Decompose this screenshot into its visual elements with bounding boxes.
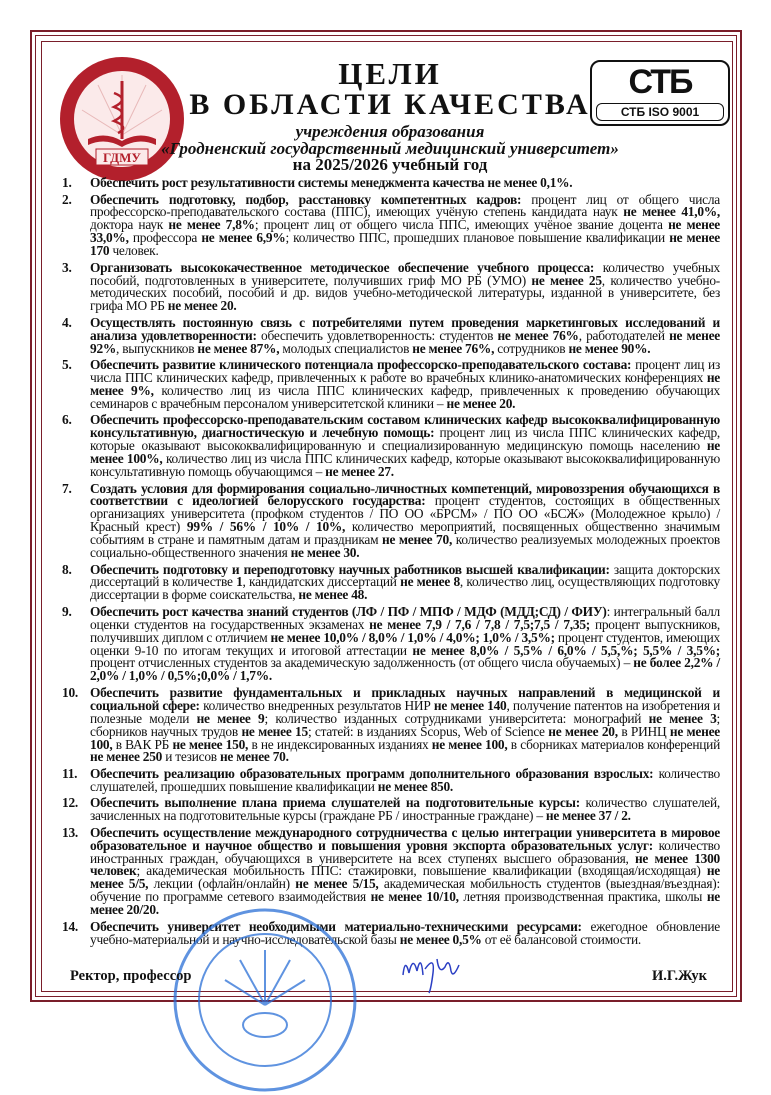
goal-target-bold: не менее 87%,	[197, 340, 280, 356]
goal-text	[90, 824, 720, 918]
goal-text-segment: количество лиц из числа ППС клинических кафедр, которые оказывают высококвалифицированную консультативную помощь обучающимся –	[90, 451, 720, 479]
goal-text	[90, 259, 720, 314]
goal-text-segment: в не индексированных изданиях	[248, 736, 432, 752]
goal-text-segment: человек.	[109, 243, 159, 259]
goal-text-segment: , получение патентов на изобретения и полезные модели	[90, 697, 721, 726]
goal-target-bold: не менее 76%	[497, 327, 579, 343]
goal-text-segment: , количество учебно-методических пособий, пособий и др. видов учебно-методической литературы, изданной в университете, без грифа МО РБ	[90, 272, 720, 314]
goal-target-bold: 99% / 56% / 10% / 10%,	[186, 519, 346, 535]
goal-text-segment: процент лиц из числа ППС клинических кафедр, которые оказывают высококвалифицированную и специализированную медицинскую помощь населению	[90, 425, 720, 454]
signature	[395, 945, 470, 995]
page-title-line2: В ОБЛАСТИ КАЧЕСТВА	[189, 88, 591, 121]
goal-item	[62, 824, 720, 918]
goal-text	[90, 765, 720, 794]
stb-label: СТБ ISO 9001	[596, 103, 724, 121]
goal-item	[62, 480, 720, 561]
goal-text-segment: количество учебных пособий, подготовленных в университете, получивших гриф МО РБ (УМО)	[90, 259, 720, 288]
goal-target-bold: Обеспечить осуществление международного сотрудничества с целью интеграции университета в мировое образовательное и научное общество и повышения уровня экспорта образовательных услуг:	[90, 824, 720, 853]
goal-target-bold: не менее 8	[400, 574, 460, 590]
goal-text	[90, 480, 720, 561]
goal-item	[62, 191, 720, 259]
goal-text-segment: ; академическая мобильность ППС: стажировки, повышение квалификации (входящая/исходящая)	[136, 863, 707, 879]
goal-target-bold: Обеспечить развитие клинического потенциала профессорско-преподавательского состава:	[90, 357, 632, 373]
goal-item	[62, 918, 720, 947]
goal-target-bold: не менее 7,8%	[168, 217, 255, 233]
goal-item	[62, 359, 720, 411]
goal-text-segment: ; количество ППС, прошедших плановое повышение квалификации	[285, 230, 670, 246]
goal-target-bold: Обеспечить реализацию образовательных программ дополнительного образования взрослых:	[90, 765, 654, 781]
goal-text-segment: : интегральный балл оценки студентов на государственных экзаменах	[90, 603, 720, 632]
goal-target-bold: Обеспечить университет необходимыми материально-техническими ресурсами:	[90, 918, 582, 934]
goal-target-bold: не менее 0,5%	[399, 931, 482, 947]
goal-target-bold: не менее 150,	[172, 736, 249, 752]
signatory-name: И.Г.Жук	[652, 968, 707, 984]
goal-target-bold: не менее 37 / 2.	[545, 808, 631, 824]
academic-year: на 2025/2026 учебный год	[292, 155, 488, 174]
official-stamp	[170, 905, 360, 1095]
goal-target-bold: Обеспечить рост качества знаний студентов (ЛФ / ПФ / МПФ / МДФ (МДД;СД) / ФИУ)	[90, 603, 607, 619]
goal-text-segment: , кандидатских диссертаций	[242, 574, 401, 590]
goals-list	[62, 177, 720, 950]
goal-target-bold: Обеспечить выполнение плана приема слушателей на подготовительные курсы:	[90, 795, 580, 811]
goal-target-bold: Организовать высококачественное методическое обеспечение учебного процесса:	[90, 259, 595, 275]
goal-number: 5.	[62, 357, 72, 373]
goal-target-bold: не менее 92%	[90, 327, 720, 356]
goal-text-segment: количество слушателей, прошедших повышение квалификации	[90, 765, 720, 794]
goal-text-segment: молодых специалистов	[279, 340, 413, 356]
goal-item	[62, 797, 720, 823]
goal-text-segment: защита докторских диссертаций в количестве	[90, 561, 721, 590]
goal-text-segment: летняя производственная практика, школы	[458, 889, 707, 905]
goal-text-segment: процент отчисленных студентов за академическую задолженность (от общего числа обучаемых) –	[90, 655, 634, 671]
goal-item	[62, 177, 720, 190]
goal-target-bold: Осуществлять постоянную связь с потребителями путем проведения маркетинговых исследований и анализа удовлетворенности:	[90, 314, 720, 343]
goal-target-bold: не менее 3	[648, 710, 717, 726]
goal-target-bold: не менее 15	[241, 723, 308, 739]
goal-target-bold: Создать условия для формирования социально-личностных компетенций, мировоззрения обучающихся в соответствии с идеологией белорусского государства:	[90, 480, 720, 509]
goal-target-bold: не менее 170	[90, 230, 720, 259]
goal-text	[90, 314, 720, 356]
goal-text-segment: процент студентов, состоящих в общественных организациях университета (профком студентов / ПО ОО «БРСМ» / ПО ОО «БСЖ» (Молодежное крыло) / Красный крест)	[90, 493, 720, 535]
goal-target-bold: не менее 20,	[548, 723, 618, 739]
goal-text-segment: доктора наук	[90, 217, 169, 233]
goal-number: 13.	[62, 824, 78, 840]
goal-text-segment: ; количество изданных сотрудниками университета: монографий	[264, 710, 649, 726]
goal-target-bold: Обеспечить развитие фундаментальных и прикладных научных направлений в медицинской и социальной сфере:	[90, 684, 720, 713]
goal-number: 12.	[62, 795, 78, 811]
goal-text	[90, 191, 720, 259]
page-title: ЦЕЛИ	[338, 56, 442, 91]
goal-target-bold: не менее 10/10,	[370, 889, 459, 905]
goal-text-segment: ежегодное обновление учебно-материальной и научно-исследовательской базы	[90, 918, 720, 947]
goal-target-bold: Обеспечить рост результативности системы менеджмента качества не менее 0,1%.	[90, 175, 573, 190]
goal-target-bold: не менее 5/15,	[295, 876, 379, 892]
goal-item	[62, 561, 721, 603]
goal-target-bold: не менее 20.	[446, 395, 516, 411]
goal-number: 9.	[62, 603, 72, 619]
goal-text-segment: процент лиц от общего числа профессорско-преподавательского состава (ППС), имеющих учёную степень кандидата наук	[90, 191, 720, 220]
goal-text-segment: сотрудников	[494, 340, 569, 356]
goal-text-segment: обеспечить удовлетворенность: студентов	[256, 327, 498, 343]
goal-target-bold: не менее 9%,	[90, 370, 720, 398]
stb-iso-certification-mark	[590, 60, 730, 126]
goal-text-segment: процент лиц из числа ППС клинических кафедр, привлеченных к работе во врачебных клинико-анатомических конференциях	[90, 357, 720, 386]
goal-target-bold: не менее 100,	[90, 723, 720, 752]
goal-text-segment: процент студентов, имеющих оценки 9-10 по итогам текущих и итоговой аттестации	[90, 629, 720, 658]
goal-target-bold: не менее 140	[433, 697, 507, 713]
goal-target-bold: не менее 20.	[167, 298, 237, 314]
goal-text-segment: ; статей: в изданиях Scopus, Web of Science	[307, 723, 549, 739]
goal-item	[62, 314, 720, 356]
goal-target-bold: не менее 6,9%	[201, 230, 286, 246]
goal-target-bold: не менее 27.	[325, 464, 394, 479]
goal-item	[62, 259, 720, 314]
goal-target-bold: не менее 70.	[219, 749, 289, 765]
goal-target-bold: не менее 7,9 / 7,6 / 7,8 / 7,5;7,5 / 7,35;	[369, 616, 590, 632]
stb-mark: СТБ	[628, 63, 692, 101]
goal-target-bold: не менее 850.	[377, 778, 454, 794]
goal-text-segment: лекции (офлайн/онлайн)	[148, 876, 296, 892]
goal-text	[90, 561, 721, 603]
goal-target-bold: не менее 70,	[382, 532, 453, 548]
signatory-position: Ректор, профессор	[70, 968, 192, 984]
goal-target-bold: не менее 25	[531, 272, 602, 288]
goal-text-segment: количество слушателей, зачисленных на подготовительные курсы (граждане РБ / иностранные граждане) –	[90, 795, 720, 824]
goal-text-segment: в РИНЦ	[617, 723, 670, 739]
goal-text	[90, 603, 721, 684]
goal-item	[62, 765, 720, 794]
goal-item	[62, 603, 721, 684]
goal-target-bold: не менее 9	[196, 710, 265, 726]
goal-number: 6.	[62, 412, 72, 428]
goal-target-bold: не менее 30.	[290, 545, 360, 561]
goal-target-bold: не менее 41,0%,	[623, 204, 720, 220]
goal-text	[90, 797, 720, 823]
goal-number: 4.	[62, 314, 72, 330]
goal-target-bold: не менее 100%,	[90, 438, 720, 467]
goal-target-bold: не менее 48.	[298, 587, 368, 603]
goal-text-segment: количество внедренных результатов НИР	[199, 697, 434, 713]
goal-item	[62, 414, 720, 479]
goal-text-segment: процент выпускников, получивших диплом с отличием	[90, 616, 720, 645]
goal-text-segment: от её балансовой стоимости.	[481, 931, 642, 947]
goal-text-segment: и тезисов	[162, 749, 220, 765]
goal-number: 10.	[62, 684, 78, 700]
goal-text-segment: количество реализуемых молодежных проектов социально-общественного значения	[90, 532, 720, 561]
goal-target-bold: 1	[236, 574, 243, 590]
goal-target-bold: не менее 250	[90, 749, 163, 765]
goal-target-bold: не менее 1300 человек	[90, 850, 720, 879]
goal-text	[90, 177, 720, 190]
goal-text-segment: количество лиц из числа ППС клинических кафедр, привлеченных к проведению обучающих семинаров с врачебным персоналом университетской клиники –	[90, 382, 720, 411]
goal-text-segment: ; сборников научных трудов	[90, 710, 720, 739]
goal-text-segment: в сборниках материалов конференций	[507, 736, 720, 752]
goal-target-bold: не менее 90%.	[568, 340, 651, 356]
goal-target-bold: Обеспечить подготовку, подбор, расстановку компетентных кадров:	[90, 191, 522, 207]
goal-number: 1.	[62, 175, 72, 190]
svg-text:ГДМУ: ГДМУ	[103, 150, 141, 165]
goal-text-segment: количество мероприятий, посвященных общественно значимым событиям в стране и памятным датам и праздникам	[90, 519, 720, 548]
goal-text-segment: профессора	[128, 230, 202, 246]
goal-target-bold: Обеспечить подготовку и переподготовку научных работников высшей квалификации:	[90, 561, 610, 577]
goal-text-segment: академическая мобильность студентов (выездная/въездная): обучение по программе сетевого взаимодействия	[90, 876, 720, 905]
goal-target-bold: не более 2,2% / 2,0% / 1,0% / 0,5%;0,0% / 1,7%.	[90, 655, 721, 684]
goal-target-bold: не менее 10,0% / 8,0% / 1,0% / 4,0%; 1,0% / 3,5%;	[270, 629, 555, 645]
goal-target-bold: не менее 20/20.	[90, 889, 720, 918]
goal-text	[90, 414, 720, 479]
goal-number: 8.	[62, 561, 72, 577]
goal-target-bold: Обеспечить профессорско-преподавательским составом клинических кафедр высококвалифицированную консультативную, диагностическую и лечебную помощь:	[90, 412, 720, 441]
goal-text-segment: , количество лиц, осуществляющих подготовку диссертации в форме соискательства,	[90, 574, 720, 603]
goal-number: 14.	[62, 918, 78, 934]
goal-text-segment: количество иностранных граждан, обучающихся в университете на всех ступенях высшего образования,	[90, 837, 720, 866]
goal-text-segment: в ВАК РБ	[112, 736, 173, 752]
goal-text	[90, 359, 720, 411]
goal-text	[90, 684, 721, 765]
goal-target-bold: не менее 33,0%,	[90, 217, 720, 246]
goal-number: 3.	[62, 259, 72, 275]
goal-target-bold: не менее 100,	[431, 736, 508, 752]
goal-text-segment: , выпускников	[116, 340, 198, 356]
goal-target-bold: не менее 5/5,	[90, 863, 720, 892]
goal-text-segment: ; процент лиц от общего числа ППС, имеющих учёное звание доцента	[254, 217, 669, 233]
goal-number: 11.	[62, 765, 78, 781]
goal-number: 2.	[62, 191, 72, 207]
goal-target-bold: не менее 76%,	[412, 340, 495, 356]
subtitle-institution-name: «Гродненский государственный медицинский университет»	[161, 139, 619, 158]
goal-text-segment: , работодателей	[578, 327, 670, 343]
goal-item	[62, 684, 721, 765]
subtitle-institution-type: учреждения образования	[295, 122, 485, 141]
goal-target-bold: не менее 8,0% / 5,5% / 6,0% / 5,5,%; 5,5% / 3,5%;	[412, 642, 720, 658]
goal-number: 7.	[62, 480, 72, 496]
